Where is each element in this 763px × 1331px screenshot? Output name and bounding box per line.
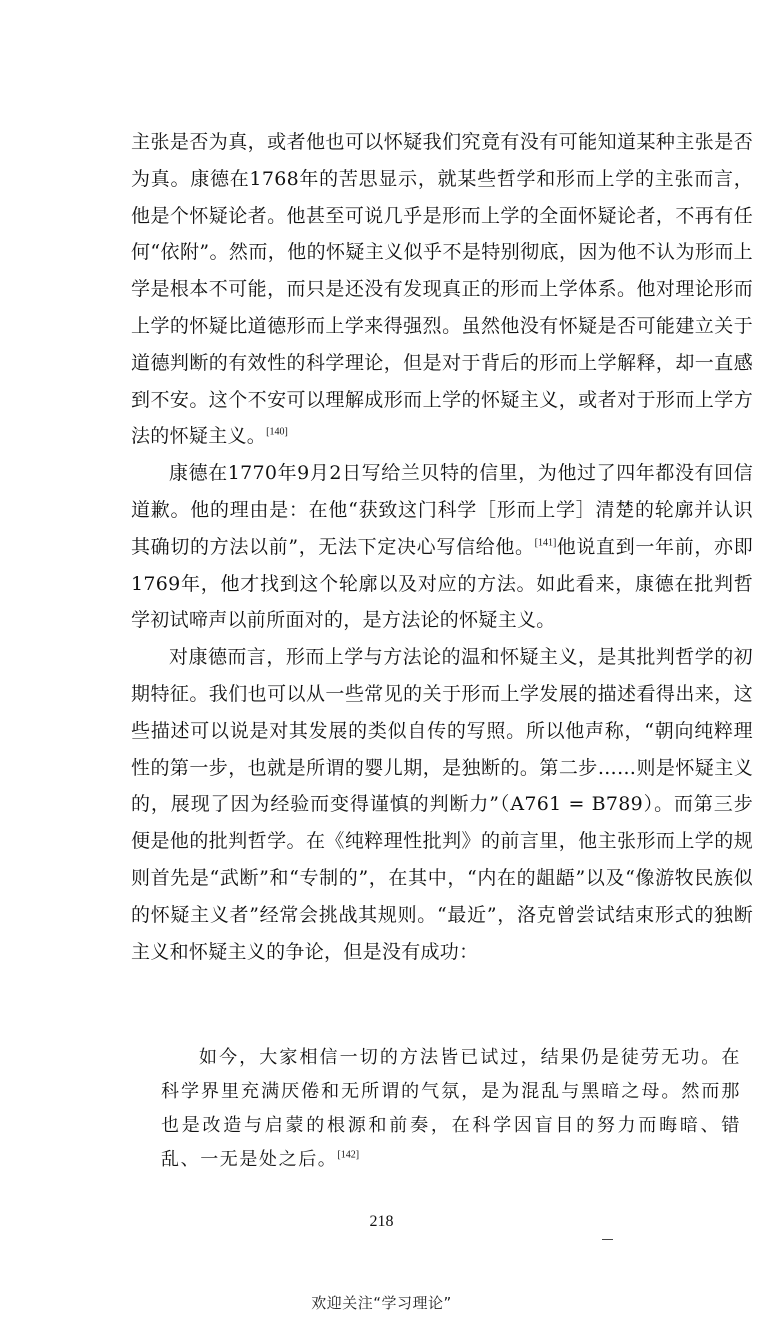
paragraph-1 (131, 124, 753, 455)
paragraph-2-text: 康德在1770年9月2日写给兰贝特的信里，为他过了四年都没有回信道歉。他的理由是：在他“获致这门科学［形而上学］清楚的轮廓并认识其确切的方法以前”，无法下定决心写信给他。 (131, 462, 753, 558)
block-quote (161, 1041, 741, 1177)
paragraph-2-continuation: 他说直到一年前，亦即1769年，他才找到这个轮廓以及对应的方法。如此看来，康德在批判哲学初试啼声以前所面对的，是方法论的怀疑主义。 (131, 535, 753, 632)
main-text (131, 124, 753, 970)
paragraph-2 (131, 455, 753, 639)
paragraph-3 (131, 639, 753, 970)
footnote-ref-140: [140] (266, 426, 288, 438)
footer-watermark: 欢迎关注“学习理论” (311, 1294, 452, 1312)
footnote-ref-141: [141] (534, 537, 557, 549)
scan-mark (602, 1239, 613, 1240)
page-number: 218 (369, 1213, 394, 1230)
footnote-ref-142: [142] (337, 1149, 360, 1161)
paragraph-1-text: 主张是否为真，或者他也可以怀疑我们究竟有没有可能知道某种主张是否为真。康德在1768年的苦思显示，就某些哲学和形而上学的主张而言，他是个怀疑论者。他甚至可说几乎是形而上学的全面怀疑论者，不再有任何“依附”。然而，他的怀疑主义似乎不是特别彻底，因为他不认为形而上学是根本不可能，而只是还没有发现真正的形而上学体系。他对理论形而上学的怀疑比道德形而上学来得强烈。虽然他没有怀疑是否可能建立关于道德判断的有效性的科学理论，但是对于背后的形而上学解释，却一直感到不安。这个不安可以理解成形而上学的怀疑主义，或者对于形而上学方法的怀疑主义。 (131, 131, 753, 448)
block-quote-text: 如今，大家相信一切的方法皆已试过，结果仍是徒劳无功。在科学界里充满厌倦和无所谓的气氛，是为混乱与黑暗之母。然而那也是改造与启蒙的根源和前奏，在科学因盲目的努力而晦暗、错乱、一无是处之后。 (161, 1047, 741, 1170)
paragraph-3-text: 对康德而言，形而上学与方法论的温和怀疑主义，是其批判哲学的初期特征。我们也可以从一些常见的关于形而上学发展的描述看得出来，这些描述可以说是对其发展的类似自传的写照。所以他声称，“朝向纯粹理性的第一步，也就是所谓的婴儿期，是独断的。第二步……则是怀疑主义的，展现了因为经验而变得谨慎的判断力”（A761 = B789）。而第三步便是他的批判哲学。在《纯粹理性批判》的前言里，他主张形而上学的规则首先是“武断”和“专制的”，在其中，“内在的龃龉”以及“像游牧民族似的怀疑主义者”经常会挑战其规则。“最近”，洛克曾尝试结束形式的独断主义和怀疑主义的争论，但是没有成功： (131, 646, 753, 963)
